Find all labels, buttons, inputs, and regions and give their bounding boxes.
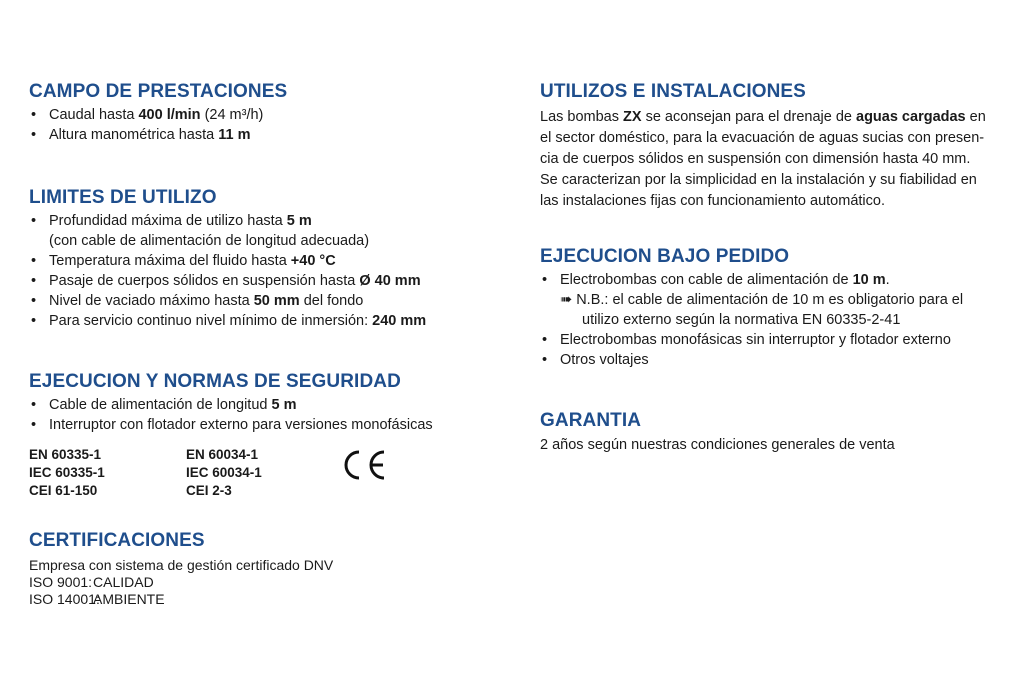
- ce-mark-logo: [340, 448, 388, 487]
- heading-campo-prestaciones: CAMPO DE PRESTACIONES: [29, 81, 288, 102]
- list-item: • Nivel de vaciado máximo hasta 50 mm del fondo: [31, 293, 364, 309]
- standard-item: EN 60335-1: [29, 447, 102, 462]
- cert-line: Empresa con sistema de gestión certificado DNV: [29, 557, 334, 573]
- list-item: • Altura manométrica hasta 11 m: [31, 127, 251, 143]
- list-item: • Otros voltajes: [542, 352, 649, 368]
- list-item: • Cable de alimentación de longitud 5 m: [31, 397, 297, 413]
- certificaciones-block: [29, 557, 333, 608]
- standard-item: IEC 60034-1: [186, 465, 262, 480]
- garantia-text: 2 años según nuestras condiciones generales de venta: [540, 437, 895, 453]
- heading-ejecucion-bajo-pedido: EJECUCION BAJO PEDIDO: [540, 246, 790, 267]
- list-item-continuation: (con cable de alimentación de longitud adecuada): [49, 233, 370, 249]
- cert-row: ISO 14001:AMBIENTE: [29, 591, 165, 607]
- standard-item: CEI 2-3: [186, 483, 232, 498]
- list-item: • Para servicio continuo nivel mínimo de inmersión: 240 mm: [31, 313, 427, 329]
- ejecucion-list: [29, 395, 433, 435]
- list-item: • Caudal hasta 400 l/min (24 m³/h): [31, 107, 264, 123]
- utilizos-paragraph: Las bombas ZX se aconsejan para el drenaje de aguas cargadas en el sector doméstico, para la evacuación de aguas sucias con presen- cia de cuerpos sólidos en suspensión con dimensión hasta 40 mm. Se caracterizan por la simplicidad en la instalación y su fiabilidad en las instalaciones fijas con funcionamiento automático.: [540, 109, 986, 209]
- campo-list: [29, 105, 263, 145]
- list-item: • Profundidad máxima de utilizo hasta 5 m: [31, 213, 312, 229]
- list-item: • Pasaje de cuerpos sólidos en suspensión hasta Ø 40 mm: [31, 273, 421, 289]
- heading-limites-utilizo: LIMITES DE UTILIZO: [29, 187, 217, 208]
- note-line: utilizo externo según la normativa EN 60335-2-41: [582, 312, 901, 328]
- bajo-pedido-list: [540, 270, 963, 370]
- limites-list: [29, 211, 426, 331]
- standard-item: IEC 60335-1: [29, 465, 105, 480]
- cert-row: ISO 9001:CALIDAD: [29, 574, 154, 590]
- heading-garantia: GARANTIA: [540, 410, 642, 431]
- list-item: • Electrobombas monofásicas sin interruptor y flotador externo: [542, 332, 951, 348]
- list-item: • Electrobombas con cable de alimentación de 10 m.: [542, 272, 890, 288]
- list-item: • Interruptor con flotador externo para versiones monofásicas: [31, 417, 433, 433]
- heading-utilizos-instalaciones: UTILIZOS E INSTALACIONES: [540, 81, 806, 102]
- ce-mark-icon: [340, 448, 388, 482]
- standard-item: EN 60034-1: [186, 447, 259, 462]
- heading-ejecucion-normas: EJECUCION Y NORMAS DE SEGURIDAD: [29, 371, 401, 392]
- heading-certificaciones: CERTIFICACIONES: [29, 530, 205, 551]
- standard-item: CEI 61-150: [29, 483, 98, 498]
- note-line: ➠ N.B.: el cable de alimentación de 10 m es obligatorio para el: [560, 292, 964, 308]
- arrow-icon: ➠: [560, 292, 573, 308]
- list-item: • Temperatura máxima del fluido hasta +40 °C: [31, 253, 336, 269]
- standards-column-2: [186, 446, 262, 500]
- standards-column-1: [29, 446, 105, 500]
